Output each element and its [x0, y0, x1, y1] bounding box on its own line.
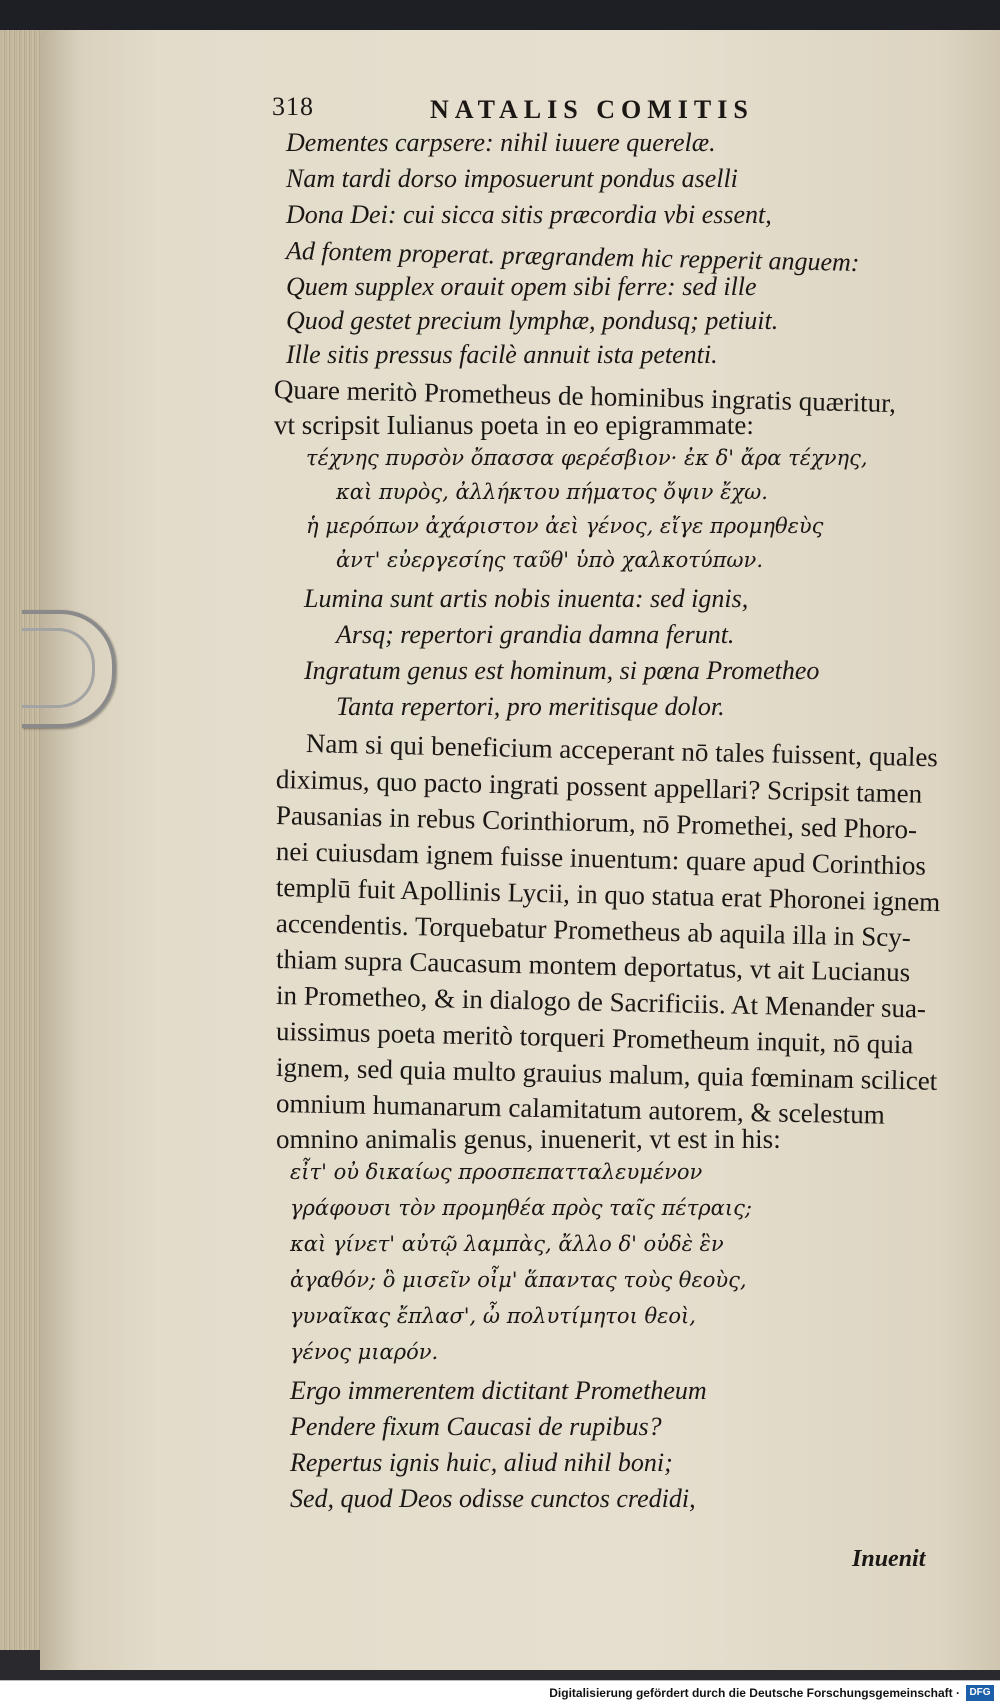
greek-verse-line: γυναῖκας ἔπλασ', ὦ πολυτίμητοι θεοὶ, [290, 1304, 696, 1328]
dfg-logo: DFG [966, 1685, 994, 1701]
page-number: 318 [272, 92, 314, 121]
prose-line: vt scripsit Iulianus poeta in eo epigrammate: [274, 410, 754, 440]
verse-line: Dona Dei: cui sicca sitis præcordia vbi essent, [286, 200, 772, 229]
footer-bar [0, 1680, 1000, 1707]
greek-verse-line: γένος μιαρόν. [290, 1340, 439, 1364]
greek-verse-line: τέχνης πυρσὸν ὄπασσα φερέσβιον· ἐκ δ' ἄρα τέχνης, [306, 446, 868, 470]
greek-verse-line: ἡ μερόπων ἀχάριστον ἀεὶ γένος, εἴγε προμηθεὺς [306, 514, 824, 538]
verse-line: Arsq; repertori grandia damna ferunt. [336, 620, 735, 649]
verse-line: Sed, quod Deos odisse cunctos credidi, [290, 1484, 696, 1513]
prose-line: thiam supra Caucasum montem deportatus, vt ait Lucianus [275, 944, 911, 988]
verse-line: Repertus ignis huic, aliud nihil boni; [290, 1448, 673, 1477]
prose-line: accendentis. Torquebatur Prometheus ab aquila illa in Scy- [275, 908, 912, 953]
prose-line: Pausanias in rebus Corinthiorum, nō Promethei, sed Phoro- [275, 800, 918, 845]
prose-line: omnium humanarum calamitatum autorem, & scelestum [275, 1088, 886, 1130]
verse-line: Ingratum genus est hominum, si pœna Prometheo [304, 656, 820, 685]
prose-line: omnino animalis genus, inuenerit, vt est in his: [276, 1124, 781, 1154]
prose-line: ignem, sed quia multo grauius malum, quia fœminam scilicet [275, 1052, 938, 1096]
prose-line: uissimus poeta meritò torqueri Prometheum inquit, nō quia [275, 1016, 914, 1060]
verse-line: Nam tardi dorso imposuerunt pondus aselli [286, 164, 738, 193]
greek-verse-line: ἀντ' εὐεργεσίης ταῦθ' ὑπὸ χαλκοτύπων. [336, 548, 763, 572]
greek-verse-line: καὶ γίνετ' αὐτῷ λαμπὰς, ἄλλο δ' οὐδὲ ἓν [290, 1232, 724, 1256]
verse-line: Dementes carpsere: nihil iuuere querelæ. [286, 128, 716, 157]
verse-line: Quem supplex orauit opem sibi ferre: sed ille [286, 272, 757, 301]
verse-line: Ille sitis pressus facilè annuit ista petenti. [286, 340, 718, 369]
prose-line: nei cuiusdam ignem fuisse inuentum: quare apud Corinthios [275, 836, 927, 881]
prose-line: Quare meritò Prometheus de hominibus ingratis quæritur, [273, 374, 897, 419]
catchword: Inuenit [852, 1546, 926, 1572]
verse-line: Tanta repertori, pro meritisque dolor. [336, 692, 725, 721]
verse-line: Lumina sunt artis nobis inuenta: sed ignis, [304, 584, 749, 613]
verse-line: Pendere fixum Caucasi de rupibus? [290, 1412, 662, 1441]
paper-clip-inner-icon [22, 628, 95, 708]
prose-line: templū fuit Apollinis Lycii, in quo statua erat Phoronei ignem [275, 872, 941, 918]
digitization-credit: Digitalisierung gefördert durch die Deutsche Forschungsgemeinschaft · [549, 1686, 960, 1700]
greek-verse-line: εἶτ' οὐ δικαίως προσπεπατταλευμένον [290, 1160, 703, 1184]
verse-line: Ad fontem properat. prægrandem hic repperit anguem: [285, 236, 860, 278]
greek-verse-line: καὶ πυρὸς, ἀλλήκτου πήματος ὄψιν ἔχω. [336, 480, 768, 504]
verse-line: Quod gestet precium lymphæ, pondusq; petiuit. [286, 306, 779, 335]
verse-line: Ergo immerentem dictitant Prometheum [290, 1376, 707, 1405]
running-head: NATALIS COMITIS [430, 95, 754, 124]
greek-verse-line: ἀγαθόν; ὃ μισεῖν οἶμ' ἅπαντας τοὺς θεοὺς, [290, 1268, 747, 1292]
greek-verse-line: γράφουσι τὸν προμηθέα πρὸς ταῖς πέτραις; [290, 1196, 752, 1220]
prose-line: diximus, quo pacto ingrati possent appellari? Scripsit tamen [275, 764, 923, 809]
prose-line: in Prometheo, & in dialogo de Sacrificiis. At Menander sua- [275, 980, 927, 1024]
prose-line: Nam si qui beneficium acceperant nō tales fuissent, quales [305, 728, 939, 773]
